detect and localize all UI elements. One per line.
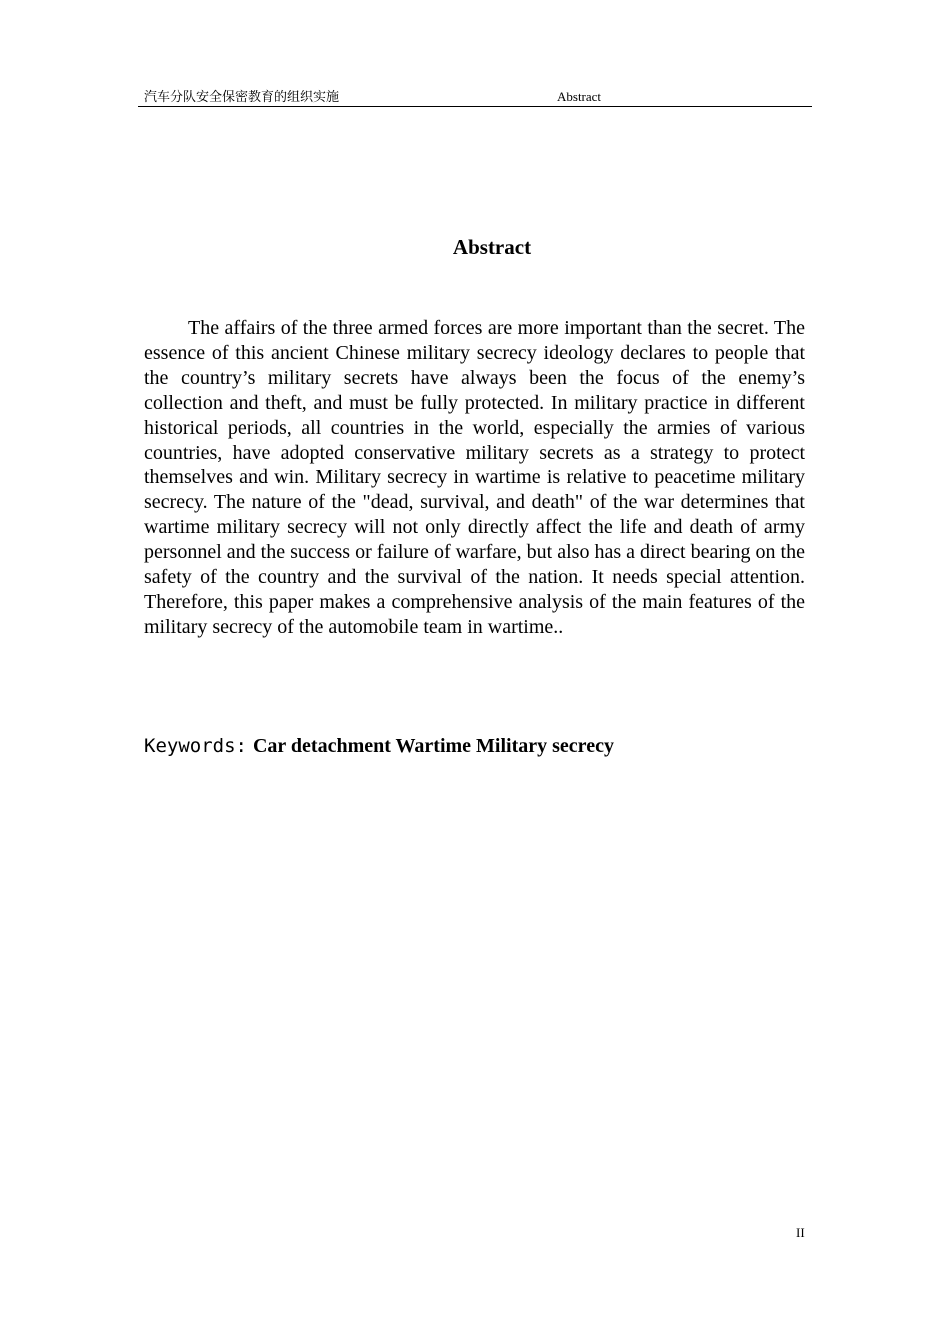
keywords-line bbox=[144, 734, 805, 758]
page-title: Abstract bbox=[452, 235, 532, 259]
page-number: II bbox=[796, 1225, 805, 1240]
running-header bbox=[138, 88, 812, 107]
abstract-paragraph: The affairs of the three armed forces are more important than the secret. The essence of this ancient Chinese military secrecy ideology declares to people that the country’s military secrets have always been the focus of the enemy’s collection and theft, and must be fully protected. In military practice in different historical periods, all countries in the world, especially the armies of various countries, have adopted conservative military secrets as a strategy to protect themselves and win. Military secrecy in wartime is relative to peacetime military secrecy. The nature of the "dead, survival, and death" of the war determines that wartime military secrecy will not only directly affect the life and death of army personnel and the success or failure of warfare, but also has a direct bearing on the safety of the country and the survival of the nation. It needs special attention. Therefore, this paper makes a comprehensive analysis of the main features of the military secrecy of the automobile team in wartime.. bbox=[144, 317, 805, 638]
keywords-value: Car detachment Wartime Military secrecy bbox=[252, 735, 614, 757]
header-thesis-title: 汽车分队安全保密教育的组织实施 bbox=[144, 89, 340, 104]
keywords-label: Keywords: bbox=[144, 735, 247, 757]
header-section-title: Abstract bbox=[557, 89, 602, 104]
